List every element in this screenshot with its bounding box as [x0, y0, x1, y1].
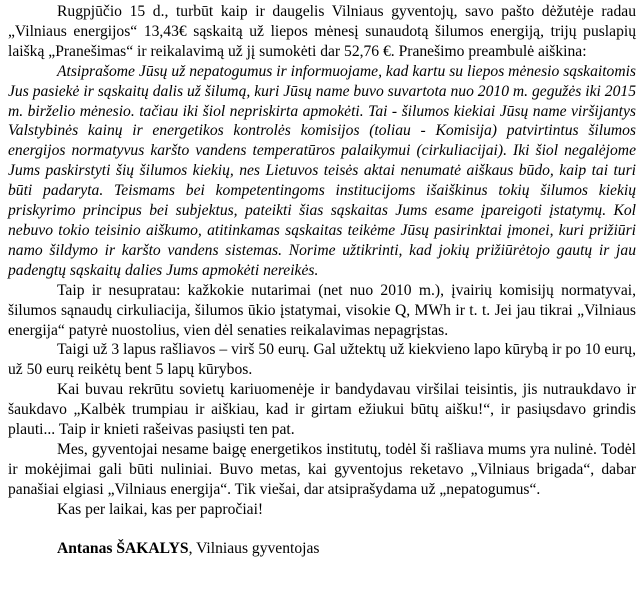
- paragraph-confusion: Taip ir nesupratau: kažkokie nutarimai (net nuo 2010 m.), įvairių komisijų normatyvai, šilumos sąnaudų cirkuliacija, šilumos ūkio įstatymai, visokie Q, MWh ir t. t. Jei jau tikrai „Vilniaus energija“ patyrė nuostolius, vien dėl senaties reikalavimas nepagrįstas.: [8, 281, 636, 339]
- author-name: Antanas ŠAKALYS: [57, 539, 189, 557]
- signature: [8, 539, 636, 559]
- author-role: , Vilniaus gyventojas: [188, 539, 320, 557]
- paragraph-residents: Mes, gyventojai nesame baigę energetikos institutų, todėl ši rašliava mums yra nulinė. Todėl ir mokėjimai gali būti nuliniai. Buvo metas, kai gyventojus reketavo „Vilniaus brigada“, dabar panašiai elgiasi „Vilniaus energija“. Tik viešai, dar atsiprašydama už „nepatogumus“.: [8, 440, 636, 498]
- paragraph-quote: Atsiprašome Jūsų už nepatogumus ir informuojame, kad kartu su liepos mėnesio sąskaitomis Jus pasiekė ir sąskaitų dalis už šilumą, kuri Jūsų name buvo suvartota nuo 2010 m. gegužės iki 2015 m. birželio mėnesio. tačiau iki šiol nepriskirta apmokėti. Tai - šilumos kiekiai Jūsų name viršijantys Valstybinės kainų ir energetikos kontrolės komisijos (toliau - Komisija) patvirtintus šilumos energijos normatyvus karšto vandens temperatūros palaikymui (cirkuliacijai). Iki šiol negalėjome Jums paskirstyti šių šilumos kiekių, nes Lietuvos teisės aktai nenumatė aiškaus būdo, kaip tai turi būti padaryta. Teismams bei kompetentingoms institucijoms išaiškinus tokių šilumos kiekių priskyrimo principus bei subjektus, pateikti šias sąskaitas Jums esame įpareigoti įstatymų. Kol nebuvo tokio teisinio aiškumo, atitinkamas sąskaitas teikėme Jūsų pasirinktai įmonei, kuri prižiūri namo šildymo ir karšto vandens sistemas. Norime užtikrinti, kad jokių prižiūrėtojo gautų ir jau padengtų sąskaitų dalies Jums apmokėti nereikės.: [8, 62, 636, 279]
- paragraph-closing: Kas per laikai, kas per papročiai!: [57, 500, 264, 518]
- paragraph-intro: Rugpjūčio 15 d., turbūt kaip ir daugelis Vilniaus gyventojų, savo pašto dėžutėje radau „Vilniaus energijos“ 13,43€ sąskaitą už liepos mėnesį sunaudotą šilumos energiją, trijų puslapių laišką „Pranešimas“ ir reikalavimą už jį sumokėti dar 52,76 €. Pranešimo preambulė aiškina:: [8, 3, 636, 60]
- paragraph-army: Kai buvau rekrūtu sovietų kariuomenėje ir bandydavau viršilai teisintis, jis nutraukdavo ir šaukdavo „Kalbėk trumpiau ir aiškiau, kad ir girtam ežiukui būtų aišku!“, ir pasiųsdavo grindis plauti... Taip ir knieti rašeivas pasiųsti ten pat.: [8, 381, 636, 439]
- paragraph-pages: Taigi už 3 lapus rašliavos – virš 50 eurų. Gal užtektų už kiekvieno lapo kūrybą ir po 10 eurų, už 50 eurų reikėtų bent 5 lapų kūrybos.: [8, 341, 636, 379]
